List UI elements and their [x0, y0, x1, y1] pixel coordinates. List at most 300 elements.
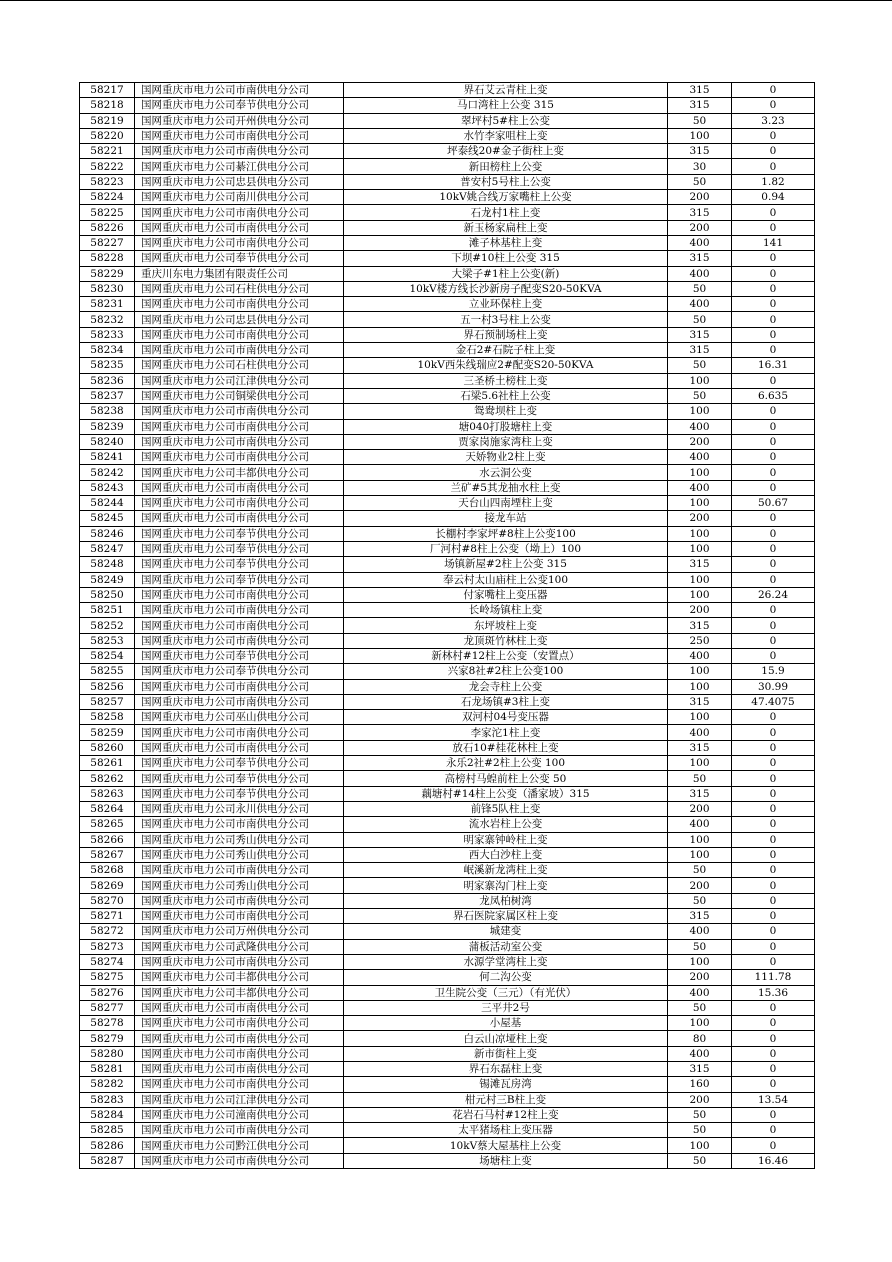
- row-id-cell: 58224: [80, 190, 135, 205]
- company-name-cell: 国网重庆市电力公司江津供电分公司: [135, 1092, 344, 1107]
- transformer-name-cell: 10kV楼方线长沙新房子配变S20-50KVA: [344, 281, 668, 296]
- row-id-cell: 58258: [80, 710, 135, 725]
- row-id-cell: 58238: [80, 404, 135, 419]
- transformer-name-cell: 金石2#石院子柱上变: [344, 343, 668, 358]
- transformer-name-cell: 兴家8社#2柱上公变100: [344, 664, 668, 679]
- capacity-cell: 200: [668, 511, 732, 526]
- capacity-cell: 100: [668, 373, 732, 388]
- value-cell: 0: [732, 618, 815, 633]
- value-cell: 0.94: [732, 190, 815, 205]
- transformer-name-cell: 三圣桥土榜柱上变: [344, 373, 668, 388]
- capacity-cell: 400: [668, 725, 732, 740]
- company-name-cell: 国网重庆市电力公司石柱供电分公司: [135, 281, 344, 296]
- table-row: [80, 786, 815, 801]
- value-cell: 3.23: [732, 113, 815, 128]
- table-row: [80, 358, 815, 373]
- table-row: [80, 450, 815, 465]
- row-id-cell: 58267: [80, 847, 135, 862]
- capacity-cell: 315: [668, 327, 732, 342]
- company-name-cell: 国网重庆市电力公司巫山供电分公司: [135, 710, 344, 725]
- value-cell: 0: [732, 98, 815, 113]
- value-cell: 0: [732, 450, 815, 465]
- transformer-name-cell: 放石10#桂花林柱上变: [344, 740, 668, 755]
- value-cell: 16.31: [732, 358, 815, 373]
- company-name-cell: 国网重庆市电力公司市南供电分公司: [135, 1000, 344, 1015]
- company-name-cell: 国网重庆市电力公司市南供电分公司: [135, 603, 344, 618]
- row-id-cell: 58282: [80, 1077, 135, 1092]
- transformer-name-cell: 石龙场镇#3柱上变: [344, 694, 668, 709]
- table-row: [80, 694, 815, 709]
- capacity-cell: 315: [668, 786, 732, 801]
- table-row: [80, 174, 815, 189]
- company-name-cell: 国网重庆市电力公司奉节供电分公司: [135, 251, 344, 266]
- company-name-cell: 国网重庆市电力公司市南供电分公司: [135, 511, 344, 526]
- capacity-cell: 50: [668, 388, 732, 403]
- table-row: [80, 1138, 815, 1153]
- transformer-name-cell: 贾家岗施家湾柱上变: [344, 434, 668, 449]
- table-row: [80, 1123, 815, 1138]
- row-id-cell: 58256: [80, 679, 135, 694]
- row-id-cell: 58219: [80, 113, 135, 128]
- capacity-cell: 400: [668, 419, 732, 434]
- capacity-cell: 250: [668, 633, 732, 648]
- row-id-cell: 58263: [80, 786, 135, 801]
- row-id-cell: 58229: [80, 266, 135, 281]
- capacity-cell: 200: [668, 970, 732, 985]
- table-row: [80, 98, 815, 113]
- company-name-cell: 国网重庆市电力公司市南供电分公司: [135, 1062, 344, 1077]
- table-row: [80, 297, 815, 312]
- value-cell: 0: [732, 1046, 815, 1061]
- table-row: [80, 113, 815, 128]
- company-name-cell: 国网重庆市电力公司黔江供电分公司: [135, 1138, 344, 1153]
- row-id-cell: 58232: [80, 312, 135, 327]
- capacity-cell: 200: [668, 1092, 732, 1107]
- table-row: [80, 817, 815, 832]
- transformer-name-cell: 10kV姚合线万家嘴柱上公变: [344, 190, 668, 205]
- transformer-name-cell: 花岩石马村#12柱上变: [344, 1107, 668, 1122]
- table-row: [80, 1016, 815, 1031]
- value-cell: 0: [732, 343, 815, 358]
- value-cell: 0: [732, 83, 815, 98]
- table-row: [80, 633, 815, 648]
- transformer-name-cell: 兰矿#5其龙抽水柱上变: [344, 480, 668, 495]
- table-row: [80, 863, 815, 878]
- capacity-cell: 100: [668, 756, 732, 771]
- company-name-cell: 国网重庆市电力公司市南供电分公司: [135, 618, 344, 633]
- value-cell: 0: [732, 419, 815, 434]
- table-row: [80, 480, 815, 495]
- value-cell: 0: [732, 480, 815, 495]
- row-id-cell: 58245: [80, 511, 135, 526]
- company-name-cell: 国网重庆市电力公司市南供电分公司: [135, 817, 344, 832]
- value-cell: 0: [732, 297, 815, 312]
- transformer-name-cell: 界石医院家属区柱上变: [344, 909, 668, 924]
- company-name-cell: 国网重庆市电力公司市南供电分公司: [135, 450, 344, 465]
- company-name-cell: 国网重庆市电力公司江津供电分公司: [135, 373, 344, 388]
- value-cell: 111.78: [732, 970, 815, 985]
- transformer-name-cell: 新林村#12柱上公变（安置点）: [344, 648, 668, 663]
- value-cell: 0: [732, 1123, 815, 1138]
- row-id-cell: 58221: [80, 144, 135, 159]
- capacity-cell: 50: [668, 1123, 732, 1138]
- table-row: [80, 740, 815, 755]
- table-row: [80, 557, 815, 572]
- row-id-cell: 58246: [80, 526, 135, 541]
- capacity-cell: 315: [668, 694, 732, 709]
- company-name-cell: 国网重庆市电力公司市南供电分公司: [135, 740, 344, 755]
- company-name-cell: 国网重庆市电力公司市南供电分公司: [135, 419, 344, 434]
- company-name-cell: 国网重庆市电力公司市南供电分公司: [135, 909, 344, 924]
- capacity-cell: 50: [668, 771, 732, 786]
- row-id-cell: 58244: [80, 496, 135, 511]
- company-name-cell: 国网重庆市电力公司奉节供电分公司: [135, 664, 344, 679]
- value-cell: 0: [732, 1077, 815, 1092]
- capacity-cell: 100: [668, 1016, 732, 1031]
- table-row: [80, 343, 815, 358]
- table-row: [80, 144, 815, 159]
- transformer-name-cell: 大梁子#1柱上公变(新): [344, 266, 668, 281]
- capacity-cell: 50: [668, 893, 732, 908]
- company-name-cell: 国网重庆市电力公司永川供电分公司: [135, 801, 344, 816]
- company-name-cell: 国网重庆市电力公司市南供电分公司: [135, 1046, 344, 1061]
- value-cell: 0: [732, 144, 815, 159]
- value-cell: 0: [732, 786, 815, 801]
- row-id-cell: 58255: [80, 664, 135, 679]
- row-id-cell: 58287: [80, 1153, 135, 1168]
- company-name-cell: 国网重庆市电力公司市南供电分公司: [135, 83, 344, 98]
- transformer-name-cell: 永乐2社#2柱上公变 100: [344, 756, 668, 771]
- row-id-cell: 58217: [80, 83, 135, 98]
- table-row: [80, 205, 815, 220]
- row-id-cell: 58259: [80, 725, 135, 740]
- value-cell: 0: [732, 1016, 815, 1031]
- table-row: [80, 1031, 815, 1046]
- capacity-cell: 200: [668, 603, 732, 618]
- row-id-cell: 58241: [80, 450, 135, 465]
- row-id-cell: 58272: [80, 924, 135, 939]
- value-cell: 0: [732, 832, 815, 847]
- company-name-cell: 国网重庆市电力公司石柱供电分公司: [135, 358, 344, 373]
- transformer-name-cell: 界石艾云青柱上变: [344, 83, 668, 98]
- capacity-cell: 100: [668, 541, 732, 556]
- transformer-name-cell: 西大白沙柱上变: [344, 847, 668, 862]
- company-name-cell: 国网重庆市电力公司市南供电分公司: [135, 679, 344, 694]
- transformer-name-cell: 马口湾柱上公变 315: [344, 98, 668, 113]
- table-row: [80, 1077, 815, 1092]
- capacity-cell: 50: [668, 1153, 732, 1168]
- company-name-cell: 国网重庆市电力公司市南供电分公司: [135, 480, 344, 495]
- capacity-cell: 200: [668, 801, 732, 816]
- table-row: [80, 220, 815, 235]
- value-cell: 0: [732, 1138, 815, 1153]
- capacity-cell: 50: [668, 1000, 732, 1015]
- value-cell: 0: [732, 434, 815, 449]
- company-name-cell: 重庆川东电力集团有限责任公司: [135, 266, 344, 281]
- company-name-cell: 国网重庆市电力公司秀山供电分公司: [135, 878, 344, 893]
- table-row: [80, 710, 815, 725]
- row-id-cell: 58236: [80, 373, 135, 388]
- capacity-cell: 400: [668, 1046, 732, 1061]
- capacity-cell: 100: [668, 1138, 732, 1153]
- capacity-cell: 50: [668, 358, 732, 373]
- transformer-name-cell: 石梁5.6社柱上公变: [344, 388, 668, 403]
- capacity-cell: 50: [668, 281, 732, 296]
- value-cell: 0: [732, 205, 815, 220]
- capacity-cell: 30: [668, 159, 732, 174]
- transformer-name-cell: 厂河村#8柱上公变（坳上）100: [344, 541, 668, 556]
- capacity-cell: 50: [668, 939, 732, 954]
- row-id-cell: 58228: [80, 251, 135, 266]
- row-id-cell: 58225: [80, 205, 135, 220]
- table-row: [80, 235, 815, 250]
- transformer-name-cell: 坪泰线20#金子街柱上变: [344, 144, 668, 159]
- row-id-cell: 58248: [80, 557, 135, 572]
- transformer-name-cell: 新玉杨家扁柱上变: [344, 220, 668, 235]
- company-name-cell: 国网重庆市电力公司秀山供电分公司: [135, 847, 344, 862]
- transformer-name-cell: 李家沱1柱上变: [344, 725, 668, 740]
- value-cell: 0: [732, 878, 815, 893]
- capacity-cell: 100: [668, 465, 732, 480]
- value-cell: 26.24: [732, 587, 815, 602]
- capacity-cell: 400: [668, 297, 732, 312]
- company-name-cell: 国网重庆市电力公司奉节供电分公司: [135, 572, 344, 587]
- transformer-name-cell: 龙顶斑竹林柱上变: [344, 633, 668, 648]
- company-name-cell: 国网重庆市电力公司奉节供电分公司: [135, 541, 344, 556]
- table-row: [80, 266, 815, 281]
- table-body: [80, 83, 815, 1169]
- table-row: [80, 801, 815, 816]
- transformer-name-cell: 天台山四南堙柱上变: [344, 496, 668, 511]
- value-cell: 0: [732, 1107, 815, 1122]
- company-name-cell: 国网重庆市电力公司市南供电分公司: [135, 863, 344, 878]
- transformer-name-cell: 白云山凉垭柱上变: [344, 1031, 668, 1046]
- table-row: [80, 1092, 815, 1107]
- table-row: [80, 756, 815, 771]
- company-name-cell: 国网重庆市电力公司市南供电分公司: [135, 1031, 344, 1046]
- value-cell: 141: [732, 235, 815, 250]
- row-id-cell: 58227: [80, 235, 135, 250]
- row-id-cell: 58218: [80, 98, 135, 113]
- transformer-name-cell: 柑元村三B柱上变: [344, 1092, 668, 1107]
- capacity-cell: 200: [668, 190, 732, 205]
- capacity-cell: 50: [668, 1107, 732, 1122]
- company-name-cell: 国网重庆市电力公司开州供电分公司: [135, 113, 344, 128]
- transformer-name-cell: 界石东磊柱上变: [344, 1062, 668, 1077]
- company-name-cell: 国网重庆市电力公司市南供电分公司: [135, 297, 344, 312]
- capacity-cell: 200: [668, 220, 732, 235]
- value-cell: 0: [732, 756, 815, 771]
- row-id-cell: 58220: [80, 128, 135, 143]
- transformer-name-cell: 高榜村马蝗前柱上公变 50: [344, 771, 668, 786]
- company-name-cell: 国网重庆市电力公司市南供电分公司: [135, 235, 344, 250]
- transformer-name-cell: 双河村04号变压器: [344, 710, 668, 725]
- value-cell: 0: [732, 801, 815, 816]
- transformer-name-cell: 龙会寺柱上公变: [344, 679, 668, 694]
- company-name-cell: 国网重庆市电力公司市南供电分公司: [135, 725, 344, 740]
- table-row: [80, 312, 815, 327]
- row-id-cell: 58226: [80, 220, 135, 235]
- value-cell: 0: [732, 633, 815, 648]
- value-cell: 0: [732, 572, 815, 587]
- table-row: [80, 281, 815, 296]
- value-cell: 13.54: [732, 1092, 815, 1107]
- value-cell: 30.99: [732, 679, 815, 694]
- capacity-cell: 100: [668, 496, 732, 511]
- transformer-name-cell: 普安村5号柱上公变: [344, 174, 668, 189]
- company-name-cell: 国网重庆市电力公司市南供电分公司: [135, 954, 344, 969]
- value-cell: 16.46: [732, 1153, 815, 1168]
- transformer-name-cell: 水竹李家咀柱上变: [344, 128, 668, 143]
- row-id-cell: 58273: [80, 939, 135, 954]
- value-cell: 0: [732, 327, 815, 342]
- capacity-cell: 100: [668, 587, 732, 602]
- capacity-cell: 400: [668, 450, 732, 465]
- row-id-cell: 58247: [80, 541, 135, 556]
- table-row: [80, 434, 815, 449]
- capacity-cell: 400: [668, 648, 732, 663]
- value-cell: 0: [732, 710, 815, 725]
- capacity-cell: 50: [668, 174, 732, 189]
- table-row: [80, 679, 815, 694]
- value-cell: 0: [732, 939, 815, 954]
- company-name-cell: 国网重庆市电力公司市南供电分公司: [135, 144, 344, 159]
- transformer-name-cell: 流水岩柱上公变: [344, 817, 668, 832]
- transformer-name-cell: 水云洞公变: [344, 465, 668, 480]
- transformer-name-cell: 下坝#10柱上公变 315: [344, 251, 668, 266]
- row-id-cell: 58249: [80, 572, 135, 587]
- value-cell: 0: [732, 128, 815, 143]
- value-cell: 0: [732, 373, 815, 388]
- capacity-cell: 100: [668, 832, 732, 847]
- table-row: [80, 190, 815, 205]
- capacity-cell: 100: [668, 404, 732, 419]
- capacity-cell: 160: [668, 1077, 732, 1092]
- capacity-cell: 315: [668, 909, 732, 924]
- value-cell: 0: [732, 1000, 815, 1015]
- capacity-cell: 315: [668, 557, 732, 572]
- row-id-cell: 58271: [80, 909, 135, 924]
- value-cell: 0: [732, 526, 815, 541]
- value-cell: 6.635: [732, 388, 815, 403]
- table-row: [80, 388, 815, 403]
- row-id-cell: 58280: [80, 1046, 135, 1061]
- row-id-cell: 58222: [80, 159, 135, 174]
- row-id-cell: 58254: [80, 648, 135, 663]
- value-cell: 0: [732, 266, 815, 281]
- transformer-name-cell: 场塘柱上变: [344, 1153, 668, 1168]
- row-id-cell: 58265: [80, 817, 135, 832]
- company-name-cell: 国网重庆市电力公司市南供电分公司: [135, 587, 344, 602]
- value-cell: 0: [732, 863, 815, 878]
- table-row: [80, 603, 815, 618]
- transformer-name-cell: 蒲板活动室公变: [344, 939, 668, 954]
- transformer-name-cell: 长岭场镇柱上变: [344, 603, 668, 618]
- value-cell: 0: [732, 817, 815, 832]
- value-cell: 0: [732, 465, 815, 480]
- row-id-cell: 58262: [80, 771, 135, 786]
- transformer-name-cell: 何二沟公变: [344, 970, 668, 985]
- row-id-cell: 58281: [80, 1062, 135, 1077]
- company-name-cell: 国网重庆市电力公司武隆供电分公司: [135, 939, 344, 954]
- capacity-cell: 400: [668, 235, 732, 250]
- table-row: [80, 1000, 815, 1015]
- row-id-cell: 58279: [80, 1031, 135, 1046]
- transformer-name-cell: 前锋5队柱上变: [344, 801, 668, 816]
- value-cell: 0: [732, 159, 815, 174]
- table-row: [80, 618, 815, 633]
- capacity-cell: 50: [668, 312, 732, 327]
- row-id-cell: 58223: [80, 174, 135, 189]
- table-row: [80, 83, 815, 98]
- value-cell: 50.67: [732, 496, 815, 511]
- capacity-cell: 400: [668, 817, 732, 832]
- row-id-cell: 58276: [80, 985, 135, 1000]
- transformer-name-cell: 五一村3号柱上公变: [344, 312, 668, 327]
- transformer-name-cell: 新市街柱上变: [344, 1046, 668, 1061]
- table-row: [80, 648, 815, 663]
- value-cell: 0: [732, 312, 815, 327]
- row-id-cell: 58270: [80, 893, 135, 908]
- value-cell: 0: [732, 404, 815, 419]
- company-name-cell: 国网重庆市电力公司铜梁供电分公司: [135, 388, 344, 403]
- value-cell: 0: [732, 281, 815, 296]
- capacity-cell: 315: [668, 83, 732, 98]
- row-id-cell: 58285: [80, 1123, 135, 1138]
- company-name-cell: 国网重庆市电力公司市南供电分公司: [135, 343, 344, 358]
- row-id-cell: 58286: [80, 1138, 135, 1153]
- table-row: [80, 878, 815, 893]
- capacity-cell: 315: [668, 144, 732, 159]
- company-name-cell: 国网重庆市电力公司奉节供电分公司: [135, 648, 344, 663]
- row-id-cell: 58251: [80, 603, 135, 618]
- transformer-name-cell: 石龙村1柱上变: [344, 205, 668, 220]
- transformer-name-cell: 水源学堂湾柱上变: [344, 954, 668, 969]
- capacity-cell: 50: [668, 113, 732, 128]
- row-id-cell: 58283: [80, 1092, 135, 1107]
- capacity-cell: 315: [668, 251, 732, 266]
- capacity-cell: 80: [668, 1031, 732, 1046]
- capacity-cell: 315: [668, 98, 732, 113]
- transformer-name-cell: 小屋基: [344, 1016, 668, 1031]
- table-row: [80, 327, 815, 342]
- transformer-name-cell: 界石预制场柱上变: [344, 327, 668, 342]
- company-name-cell: 国网重庆市电力公司南川供电分公司: [135, 190, 344, 205]
- capacity-cell: 100: [668, 954, 732, 969]
- table-row: [80, 939, 815, 954]
- row-id-cell: 58242: [80, 465, 135, 480]
- table-row: [80, 526, 815, 541]
- capacity-cell: 200: [668, 434, 732, 449]
- table-row: [80, 924, 815, 939]
- row-id-cell: 58284: [80, 1107, 135, 1122]
- transformer-name-cell: 立业环保柱上变: [344, 297, 668, 312]
- transformer-name-cell: 10kV西朱线瑞应2#配变S20-50KVA: [344, 358, 668, 373]
- transformer-name-cell: 滩子林基柱上变: [344, 235, 668, 250]
- transformer-name-cell: 接龙车站: [344, 511, 668, 526]
- table-row: [80, 909, 815, 924]
- company-name-cell: 国网重庆市电力公司綦江供电分公司: [135, 159, 344, 174]
- company-name-cell: 国网重庆市电力公司市南供电分公司: [135, 893, 344, 908]
- transformer-name-cell: 锡滩瓦房湾: [344, 1077, 668, 1092]
- transformer-name-cell: 龙凤柏树湾: [344, 893, 668, 908]
- row-id-cell: 58231: [80, 297, 135, 312]
- table-row: [80, 725, 815, 740]
- company-name-cell: 国网重庆市电力公司市南供电分公司: [135, 404, 344, 419]
- value-cell: 0: [732, 648, 815, 663]
- company-name-cell: 国网重庆市电力公司忠县供电分公司: [135, 174, 344, 189]
- table-row: [80, 419, 815, 434]
